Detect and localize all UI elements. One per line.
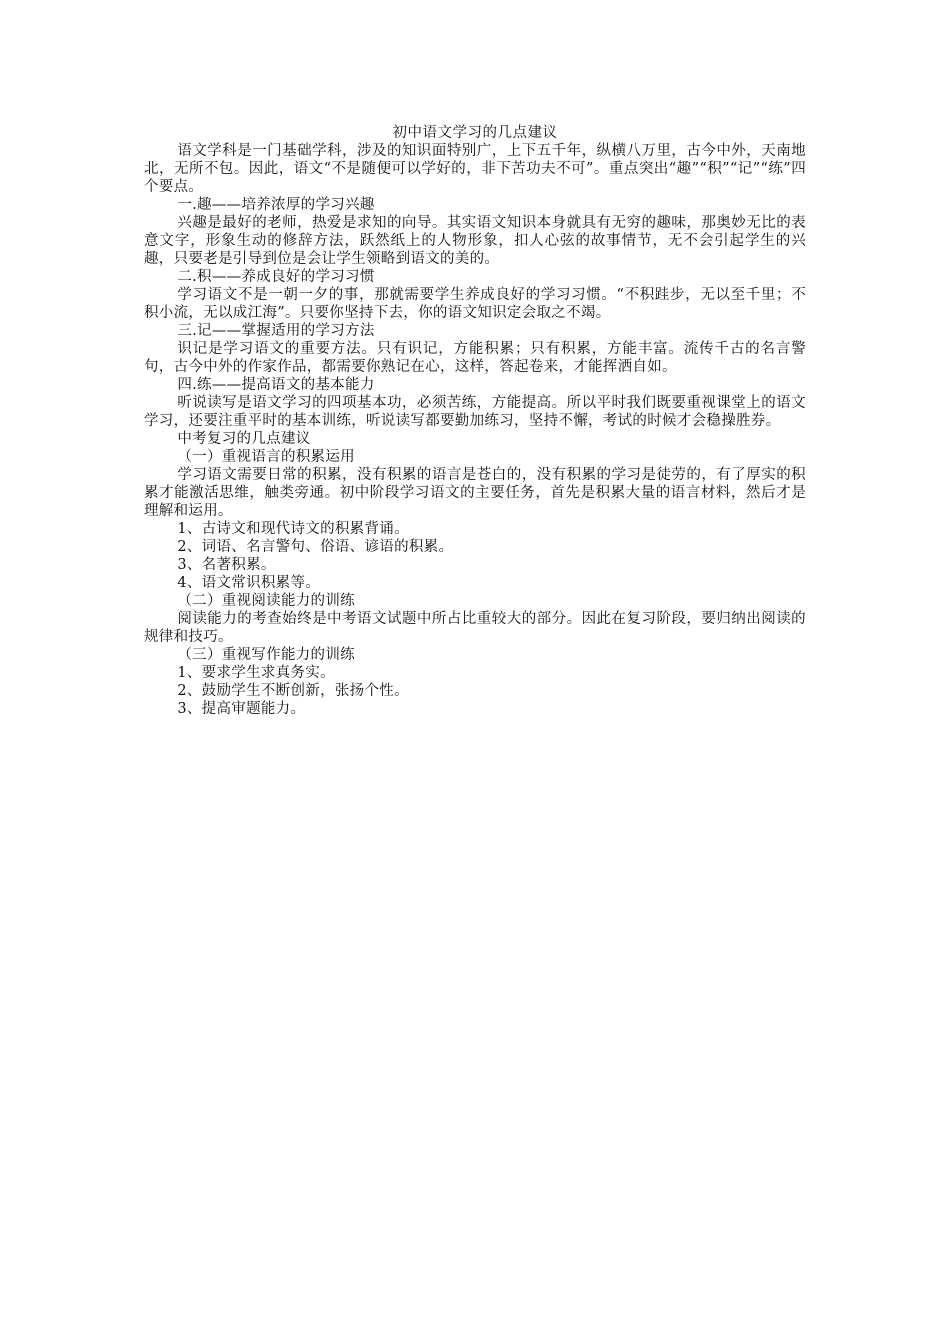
section-heading: 1、古诗文和现代诗文的积累背诵。 bbox=[177, 521, 409, 537]
section-heading: 二.积——养成良好的学习习惯 bbox=[177, 269, 375, 285]
paragraph: 听说读写是语文学习的四项基本功，必须苦练，方能提高。所以平时我们既要重视课堂上的语文学习，还要注重平时的基本训练，听说读写都要勤加练习，坚持不懈，考试的时候才会稳操胜券。 bbox=[144, 395, 806, 429]
section-heading: （一）重视语言的积累运用 bbox=[177, 449, 355, 465]
paragraph: 阅读能力的考查始终是中考语文试题中所占比重较大的部分。因此在复习阶段，要归纳出阅读的规律和技巧。 bbox=[144, 611, 806, 645]
document-title: 初中语文学习的几点建议 bbox=[392, 125, 558, 141]
paragraph: 识记是学习语文的重要方法。只有识记，方能积累；只有积累，方能丰富。流传千古的名言警句，古今中外的作家作品，都需要你熟记在心，这样，答起卷来，才能挥洒自如。 bbox=[144, 341, 806, 375]
section-heading: （二）重视阅读能力的训练 bbox=[177, 593, 355, 609]
section-heading: 3、名著积累。 bbox=[177, 557, 276, 573]
section-heading: 一.趣——培养浓厚的学习兴趣 bbox=[177, 197, 375, 213]
section-heading: 中考复习的几点建议 bbox=[177, 431, 311, 447]
paragraph: 兴趣是最好的老师，热爱是求知的向导。其实语文知识本身就具有无穷的趣味，那奥妙无比的表意文字，形象生动的修辞方法，跃然纸上的人物形象，扣人心弦的故事情节，无不会引起学生的兴趣，只要老是引导到位是会让学生领略到语文的美的。 bbox=[144, 215, 806, 267]
section-heading: 三.记——掌握适用的学习方法 bbox=[177, 323, 375, 339]
section-heading: 1、要求学生求真务实。 bbox=[177, 665, 335, 681]
section-heading: 2、鼓励学生不断创新，张扬个性。 bbox=[177, 683, 409, 699]
section-heading: 2、词语、名言警句、俗语、谚语的积累。 bbox=[177, 539, 454, 555]
document-page bbox=[144, 124, 806, 718]
paragraph: 学习语文需要日常的积累，没有积累的语言是苍白的，没有积累的学习是徒劳的，有了厚实的积累才能激活思维，触类旁通。初中阶段学习语文的主要任务，首先是积累大量的语言材料，然后才是理解和运用。 bbox=[144, 467, 806, 519]
paragraph: 语文学科是一门基础学科，涉及的知识面特别广，上下五千年，纵横八万里，古今中外，天南地北，无所不包。因此，语文“不是随便可以学好的，非下苦功夫不可”。重点突出“趣”“积”“记”“练”四个要点。 bbox=[144, 143, 806, 195]
document-body bbox=[144, 142, 806, 718]
section-heading: （三）重视写作能力的训练 bbox=[177, 647, 355, 663]
section-heading: 3、提高审题能力。 bbox=[177, 701, 306, 717]
section-heading: 4、语文常识积累等。 bbox=[177, 575, 321, 591]
paragraph: 学习语文不是一朝一夕的事，那就需要学生养成良好的学习习惯。“不积跬步，无以至千里；不积小流，无以成江海”。只要你坚持下去，你的语文知识定会取之不竭。 bbox=[144, 287, 806, 321]
section-heading: 四.练——提高语文的基本能力 bbox=[177, 377, 375, 393]
